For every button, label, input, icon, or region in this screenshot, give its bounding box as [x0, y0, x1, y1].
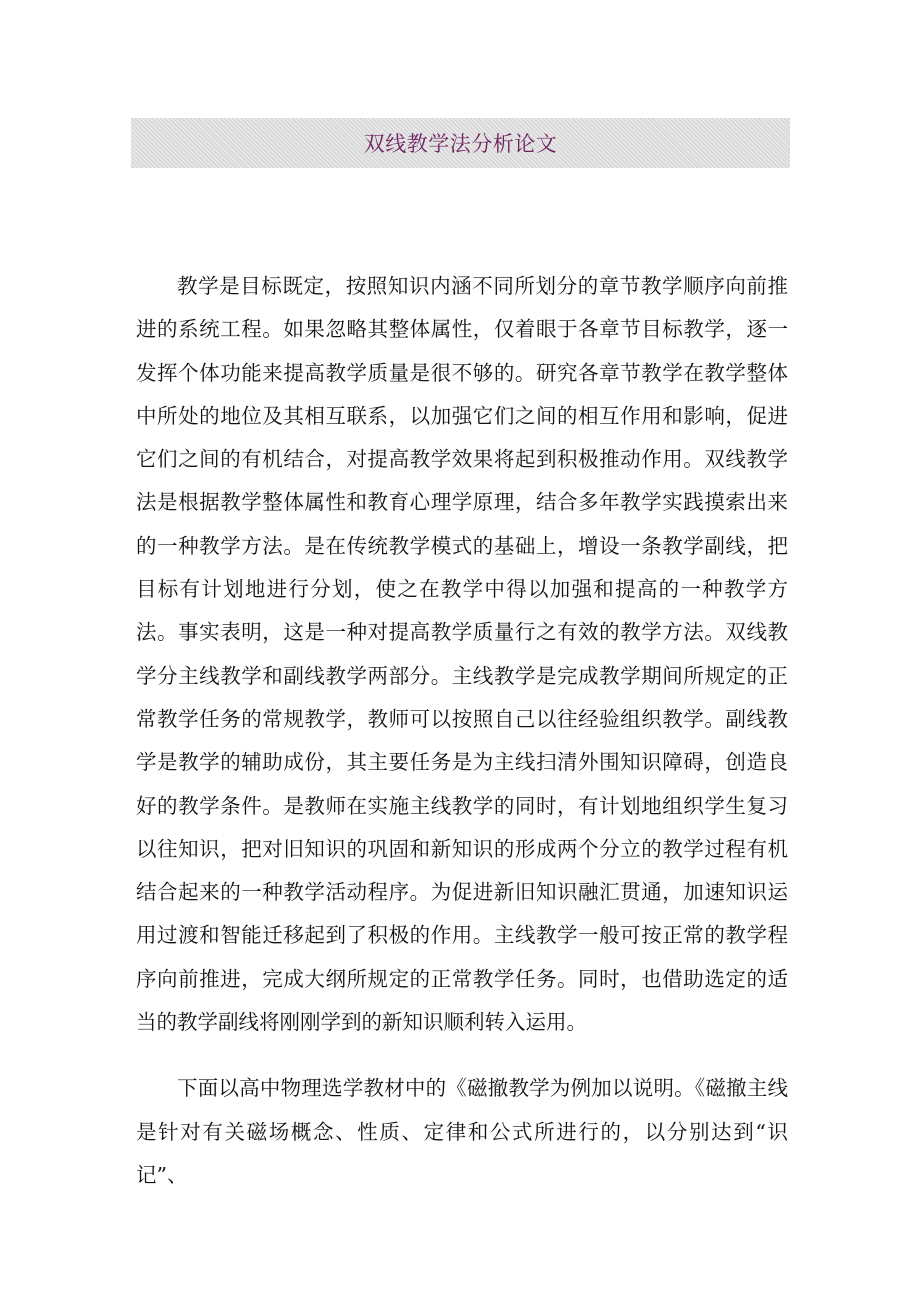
paragraph-intro: 教学是目标既定，按照知识内涵不同所划分的章节教学顺序向前推进的系统工程。如果忽略其整体属性，仅着眼于各章节目标教学，逐一发挥个体功能来提高教学质量是很不够的。研究各章节教学在教学整体中所处的地位及其相互联系，以加强它们之间的相互作用和影响，促进它们之间的有机结合，对提高教学效果将起到积极推动作用。双线教学法是根据教学整体属性和教育心理学原理，结合多年教学实践摸索出来的一种教学方法。是在传统教学模式的基础上，增设一条教学副线，把目标有计划地进行分划，使之在教学中得以加强和提高的一种教学方法。事实表明，这是一种对提高教学质量行之有效的教学方法。双线教学分主线教学和副线教学两部分。主线教学是完成教学期间所规定的正常教学任务的常规教学，教师可以按照自己以往经验组织教学。副线教学是教学的辅助成份，其主要任务是为主线扫清外围知识障碍，创造良好的教学条件。是教师在实施主线教学的同时，有计划地组织学生复习以往知识，把对旧知识的巩固和新知识的形成两个分立的教学过程有机结合起来的一种教学活动程序。为促进新旧知识融汇贯通，加速知识运用过渡和智能迁移起到了积极的作用。主线教学一般可按正常的教学程序向前推进，完成大纲所规定的正常教学任务。同时，也借助选定的适当的教学副线将刚刚学到的新知识顺利转入运用。: [136, 274, 788, 1035]
paragraph-example: 下面以高中物理选学教材中的《磁撤教学为例加以说明。《磁撤主线是针对有关磁场概念、性质、定律和公式所进行的，以分别达到“识记”、: [136, 1076, 788, 1187]
document-body: [136, 265, 788, 1220]
document-title: 双线教学法分析论文: [363, 132, 558, 156]
title-banner: [131, 118, 790, 168]
